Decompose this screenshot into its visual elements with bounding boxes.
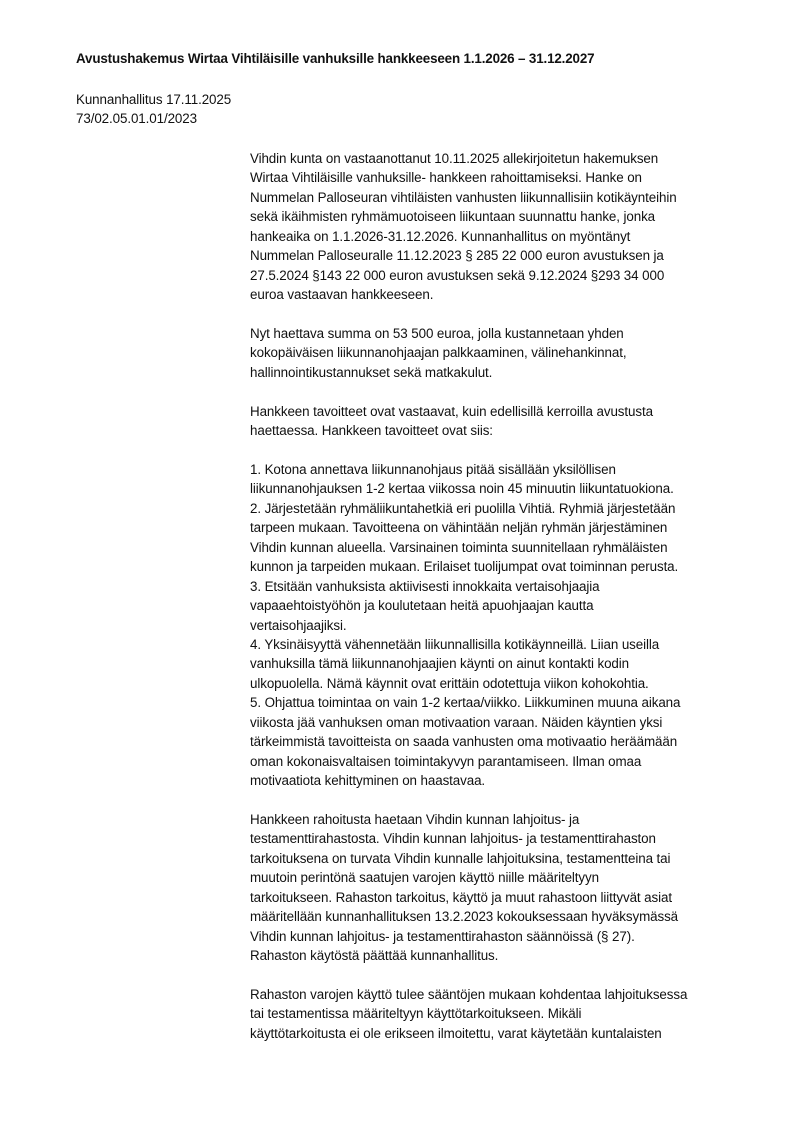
paragraph [250,985,770,1043]
text-line: 27.5.2024 §143 22 000 euron avustuksen sekä 9.12.2024 §293 34 000 [250,267,665,283]
text-line: Vihdin kunta on vastaanottanut 10.11.2025 allekirjoitetun hakemuksen [250,151,659,166]
text-line: käyttötarkoitusta ei ole erikseen ilmoitettu, varat käytetään kuntalaisten [250,1025,662,1041]
text-line: 1. Kotona annettava liikunnanohjaus pitää sisällään yksilöllisen [250,462,616,477]
text-line: muutoin perintönä saatujen varojen käyttö niille määriteltyyn [250,870,599,886]
paragraph [250,810,770,966]
text-line: testamenttirahastosta. Vihdin kunnan lahjoitus- ja testamenttirahaston [250,831,656,847]
paragraph [250,324,770,382]
text-line: tarpeen mukaan. Tavoitteena on vähintään neljän ryhmän järjestäminen [250,520,668,536]
text-line: Nummelan Palloseuran vihtiläisten vanhusten liikunnallisiin kotikäynteihin [250,189,677,205]
paragraph [250,460,770,790]
text-line: 3. Etsitään vanhuksista aktiivisesti innokkaita vertaisohjaajia [250,578,600,594]
text-line: 5. Ohjattua toimintaa on vain 1-2 kertaa/viikko. Liikkuminen muuna aikana [250,695,681,711]
text-line: viikosta jää vanhuksen oman motivaation varaan. Näiden käyntien yksi [250,714,663,730]
text-line: Vihdin kunnan lahjoitus- ja testamenttirahaston säännöissä (§ 27). [250,928,635,944]
text-line: Hankkeen rahoitusta haetaan Vihdin kunnan lahjoitus- ja [250,811,580,827]
text-line: motivaatiota kehittyminen on haastavaa. [250,773,486,788]
text-line: hankeaika on 1.1.2026-31.12.2026. Kunnanhallitus on myöntänyt [250,228,631,244]
text-line: vapaaehtoistyöhön ja koulutetaan heitä apuohjaajan kautta [250,598,594,614]
text-line: määritellään kunnanhallituksen 13.2.2023 kokouksessaan hyväksymässä [250,909,679,925]
text-line: 2. Järjestetään ryhmäliikuntahetkiä eri puolilla Vihtiä. Ryhmiä järjestetään [250,500,676,516]
meeting-line: Kunnanhallitus 17.11.2025 [76,92,232,107]
text-line: haettaessa. Hankkeen tavoitteet ovat siis: [250,423,493,439]
text-line: kunnon ja tarpeiden mukaan. Erilaiset tuolijumpat ovat toiminnan perusta. [250,559,679,575]
text-line: kokopäiväisen liikunnanohjaajan palkkaaminen, välinehankinnat, [250,345,627,361]
text-line: 4. Yksinäisyyttä vähennetään liikunnallisilla kotikäynneillä. Liian useilla [250,636,660,652]
text-line: Rahaston käytöstä päättää kunnanhallitus. [250,947,499,963]
text-line: tai testamentissa määriteltyyn käyttötarkoitukseen. Mikäli [250,1006,582,1022]
text-line: euroa vastaavan hankkeeseen. [250,287,434,303]
text-line: tärkeimmistä tavoitteista on saada vanhusten oma motivaatio heräämään [250,734,678,750]
text-line: Vihdin kunnan alueella. Varsinainen toiminta suunnitellaan ryhmäläisten [250,539,668,555]
text-line: sekä ikäihmisten ryhmämuotoiseen liikuntaan suunnattu hanke, jonka [250,209,656,225]
paragraph [250,402,770,441]
document-meta [76,91,231,128]
document-body [250,149,770,1063]
text-line: vanhuksilla tämä liikunnanohjaajien käynti on ainut kontakti kodin [250,656,629,672]
text-line: oman kokonaisvaltaisen toimintakyvyn parantamiseen. Ilman omaa [250,753,642,769]
paragraph [250,149,770,305]
text-line: hallinnointikustannukset sekä matkakulut. [250,364,493,380]
text-line: Nummelan Palloseuralle 11.12.2023 § 285 22 000 euron avustuksen ja [250,248,664,264]
text-line: ulkopuolella. Nämä käynnit ovat erittäin odotettuja viikon kohokohtia. [250,675,649,691]
reference-number: 73/02.05.01.01/2023 [76,110,197,126]
text-line: vertaisohjaajiksi. [250,617,347,633]
text-line: Wirtaa Vihtiläisille vanhuksille- hankkeen rahoittamiseksi. Hanke on [250,170,642,186]
text-line: tarkoituksena on turvata Vihdin kunnalle lahjoituksina, testamentteina tai [250,850,671,866]
document-title: Avustushakemus Wirtaa Vihtiläisille vanhuksille hankkeeseen 1.1.2026 – 31.12.2027 [76,51,595,66]
text-line: Nyt haettava summa on 53 500 euroa, jolla kustannetaan yhden [250,325,624,341]
text-line: liikunnanohjauksen 1-2 kertaa viikossa noin 45 minuutin liikuntatuokiona. [250,481,674,497]
text-line: Rahaston varojen käyttö tulee sääntöjen mukaan kohdentaa lahjoituksessa [250,986,688,1002]
text-line: Hankkeen tavoitteet ovat vastaavat, kuin edellisillä kerroilla avustusta [250,403,653,419]
text-line: tarkoitukseen. Rahaston tarkoitus, käyttö ja muut rahastoon liittyvät asiat [250,889,672,905]
